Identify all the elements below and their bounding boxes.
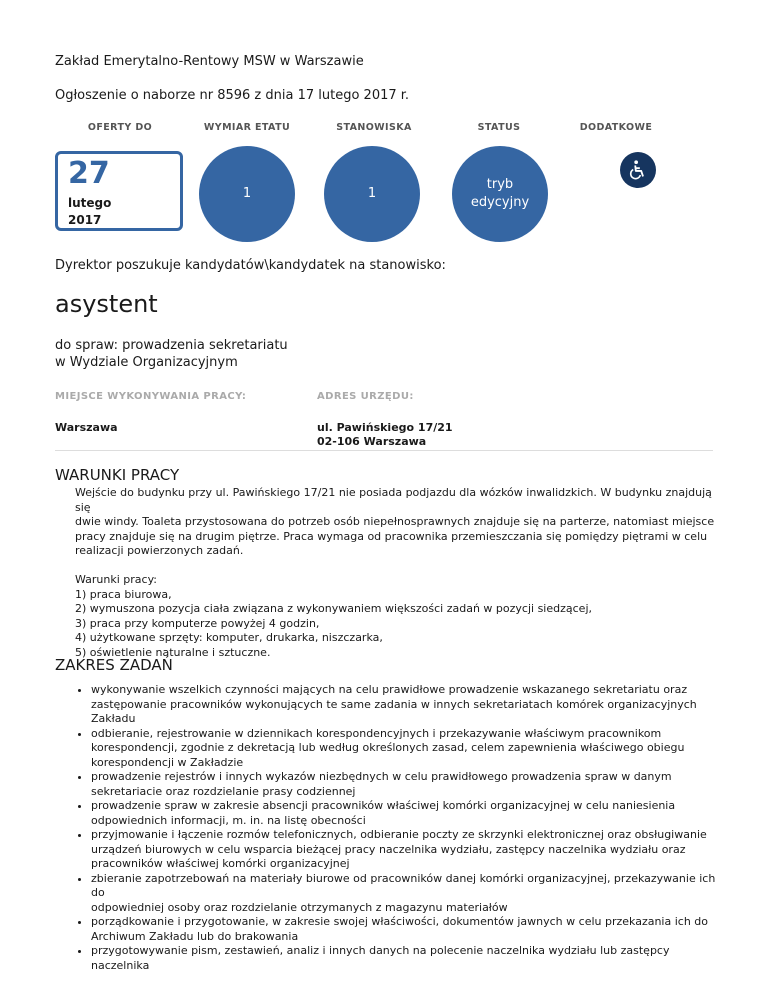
task-item: • prowadzenie spraw w zakresie absencji pracowników właściwej komórki organizacyjnej w celu naniesienia odpowiednich informacji, m. in. na listę obecności — [91, 799, 731, 828]
tasks-title: ZAKRES ZADAŃ — [55, 656, 173, 674]
address-label: ADRES URZĘDU: — [317, 391, 414, 402]
wheelchair-icon — [620, 152, 656, 188]
task-item: • porządkowanie i przygotowanie, w zakresie swojej właściwości, dokumentów jawnych w celu przekazania ich do Archiwum Zakładu lub do brakowania — [91, 915, 731, 944]
positions-circle — [324, 146, 420, 242]
deadline-year: 2017 — [68, 213, 102, 227]
place-label: MIEJSCE WYKONYWANIA PRACY: — [55, 391, 247, 402]
header-additional: DODATKOWE — [579, 122, 653, 133]
positions-value: 1 — [367, 186, 377, 201]
conditions-list-item: 4) użytkowane sprzęty: komputer, drukarka, niszczarka, — [75, 631, 383, 644]
conditions-list-item: 3) praca przy komputerze powyżej 4 godzin, — [75, 616, 320, 630]
intro-text: Dyrektor poszukuje kandydatów\kandydatek na stanowisko: — [55, 258, 446, 273]
task-item: • przyjmowanie i łączenie rozmów telefonicznych, odbieranie poczty ze skrzynki elektronicznej oraz obsługiwanie urządzeń biurowych w celu wsparcia bieżącej pracy naczelnika wydziału, zastępcy naczelnika wydziału oraz pracowników właściwej komórki organizacyjnej — [91, 828, 731, 872]
header-status: STATUS — [477, 122, 521, 133]
deadline-box — [55, 151, 183, 231]
task-item: • prowadzenie rejestrów i innych wykazów niezbędnych w celu prawidłowego prowadzenia spraw w danym sekretariacie oraz rozdzielanie prasy codziennej — [91, 770, 731, 799]
job-detail-1: do spraw: prowadzenia sekretariatu — [55, 338, 288, 353]
header-offers-until: OFERTY DO — [87, 122, 153, 133]
task-item: • odbieranie, rejestrowanie w dziennikach korespondencyjnych i przekazywanie właściwym pracownikom korespondencji, zgodnie z dekretacją lub według określonych zasad, celem zapewnienia właściwego obiegu korespondencji w Zakładzie — [91, 727, 731, 771]
job-detail-2: w Wydziale Organizacyjnym — [55, 355, 238, 370]
work-time-value: 1 — [242, 186, 252, 201]
work-time-circle — [199, 146, 295, 242]
task-item: • zbieranie zapotrzebowań na materiały biurowe od pracowników danej komórki organizacyjnej, przekazywanie ich do odpowiedniej osoby oraz rozdzielanie otrzymanych z magazynu materiałów — [91, 872, 731, 916]
conditions-list-item: 1) praca biurowa, — [75, 587, 172, 601]
tasks-list — [71, 683, 731, 973]
announcement-title: Ogłoszenie o naborze nr 8596 z dnia 17 lutego 2017 r. — [55, 88, 410, 103]
divider — [55, 450, 713, 451]
conditions-list-item: 2) wymuszona pozycja ciała związana z wykonywaniem większości zadań w pozycji siedzącej, — [75, 602, 592, 615]
task-item: • przygotowywanie pism, zestawień, analiz i innych danych na polecenie naczelnika wydziału lub zastępcy naczelnika — [91, 944, 731, 973]
institution-name: Zakład Emerytalno-Rentowy MSW w Warszawie — [55, 54, 364, 69]
task-item: • wykonywanie wszelkich czynności mających na celu prawidłowe prowadzenie wskazanego sekretariatu oraz zastępowanie pracowników wykonujących te same zadania w innych sekretariatach komórek organizacyjnych Zakładu — [91, 683, 731, 727]
status-circle — [452, 146, 548, 242]
job-title: asystent — [55, 290, 158, 318]
conditions-list-item: 5) oświetlenie naturalne i sztuczne. — [75, 645, 271, 659]
conditions-list-item: Warunki pracy: — [75, 573, 158, 586]
status-value: tryb edycyjny — [470, 177, 530, 210]
header-work-time: WYMIAR ETATU — [203, 122, 291, 133]
header-positions: STANOWISKA — [336, 122, 412, 133]
address-line-2: 02-106 Warszawa — [317, 435, 427, 448]
address-line-1: ul. Pawińskiego 17/21 — [317, 421, 453, 434]
conditions-line: pracy znajduje się na drugim piętrze. Praca wymaga od pracownika przemieszczania się pomiędzy piętrami w celu — [75, 529, 708, 543]
place-value: Warszawa — [55, 421, 118, 434]
conditions-title: WARUNKI PRACY — [55, 466, 180, 484]
deadline-day: 27 — [68, 156, 110, 191]
conditions-paragraph — [75, 486, 725, 660]
conditions-line: realizacji powierzonych zadań. — [75, 544, 244, 557]
conditions-line: dwie windy. Toaleta przystosowana do potrzeb osób niepełnosprawnych znajduje się na parterze, natomiast miejsce — [75, 515, 715, 528]
conditions-line: Wejście do budynku przy ul. Pawińskiego 17/21 nie posiada podjazdu dla wózków inwalidzkich. W budynku znajdują się — [75, 486, 712, 514]
deadline-month: lutego — [68, 196, 112, 210]
